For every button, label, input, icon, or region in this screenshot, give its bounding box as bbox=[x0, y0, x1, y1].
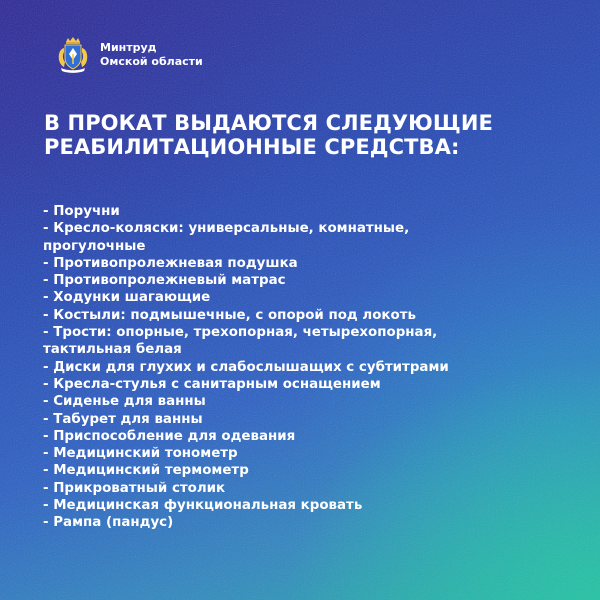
page-title-line2: РЕАБИЛИТАЦИОННЫЕ СРЕДСТВА: bbox=[44, 135, 460, 159]
list-item: - Костыли: подмышечные, с опорой под локоть bbox=[43, 307, 416, 323]
list-item: - Противопролежневая подушка bbox=[43, 255, 298, 271]
list-item: - Трости: опорные, трехопорная, четырехопорная, bbox=[43, 325, 438, 341]
list-item: - Табурет для ванны bbox=[43, 411, 203, 427]
page-title-line1: В ПРОКАТ ВЫДАЮТСЯ СЛЕДУЮЩИЕ bbox=[44, 111, 493, 135]
list-item: - Сиденье для ванны bbox=[43, 394, 206, 410]
rehab-equipment-list bbox=[43, 203, 583, 532]
organization-name-line2: Омской области bbox=[100, 55, 203, 68]
list-item: - Медицинская функциональная кровать bbox=[43, 498, 363, 514]
list-item: тактильная белая bbox=[43, 342, 182, 358]
omsk-coat-of-arms-icon bbox=[55, 36, 91, 74]
list-item: - Медицинский термометр bbox=[43, 463, 249, 479]
list-item: прогулочные bbox=[43, 238, 146, 254]
list-item: - Приспособление для одевания bbox=[43, 428, 296, 444]
list-item: - Поручни bbox=[43, 204, 120, 219]
list-item: - Ходунки шагающие bbox=[43, 290, 211, 306]
organization-name-line1: Минтруд bbox=[100, 41, 157, 54]
list-item: - Кресла-стулья с санитарным оснащением bbox=[43, 376, 381, 392]
list-item: - Прикроватный столик bbox=[43, 480, 226, 496]
list-item: - Медицинский тонометр bbox=[43, 446, 238, 462]
list-item: - Рампа (пандус) bbox=[43, 515, 174, 531]
list-item: - Кресло-коляски: универсальные, комнатные, bbox=[43, 221, 410, 237]
organization-name bbox=[100, 41, 203, 69]
header-logo bbox=[55, 36, 203, 74]
list-item: - Противопролежневый матрас bbox=[43, 273, 286, 289]
list-item: - Диски для глухих и слабослышащих с субтитрами bbox=[43, 359, 449, 375]
page-title bbox=[44, 111, 493, 159]
